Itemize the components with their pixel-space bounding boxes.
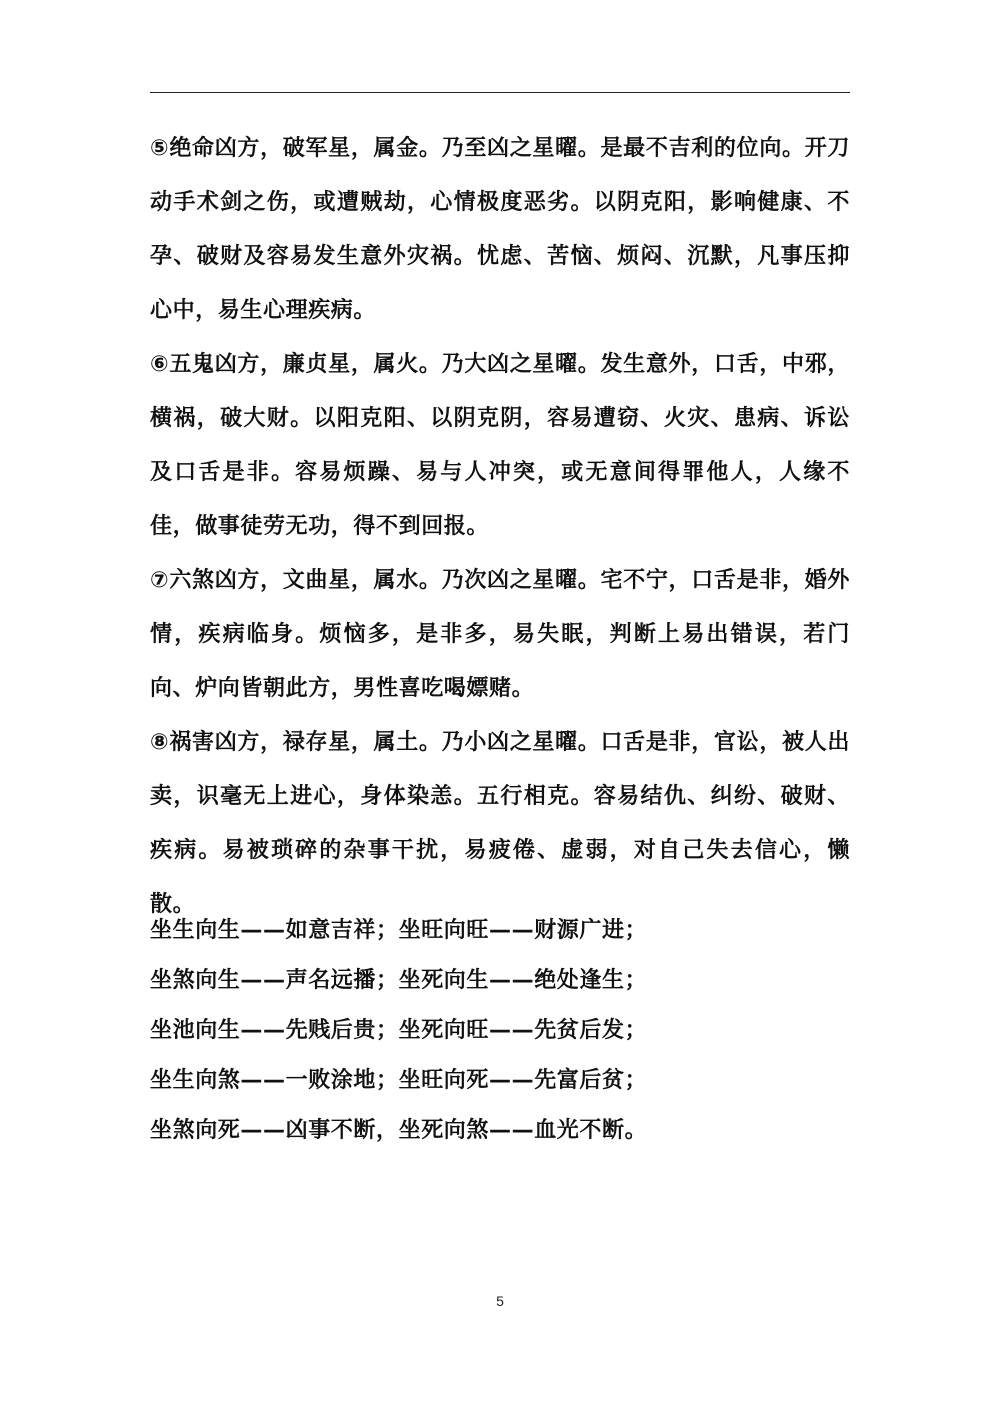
page-number: 5 (496, 1293, 504, 1309)
header-rule (150, 92, 850, 93)
maxim-line: 坐生向生——如意吉祥；坐旺向旺——财源广进； (150, 918, 648, 943)
paragraph-wugui: ⑥五鬼凶方，廉贞星，属火。乃大凶之星曜。发生意外，口舌，中邪，横祸，破大财。以阳克阳、以阴克阴，容易遭窃、火灾、患病、诉讼及口舌是非。容易烦躁、易与人冲突，或无意间得罪他人，人缘不佳，做事徒劳无功，得不到回报。 (150, 352, 850, 539)
maxim-line: 坐煞向死——凶事不断，坐死向煞——血光不断。 (150, 1118, 648, 1143)
main-text (150, 122, 850, 932)
paragraph-huohai: ⑧祸害凶方，禄存星，属土。乃小凶之星曜。口舌是非，官讼，被人出卖，识毫无上进心，身体染恙。五行相克。容易结仇、纠纷、破财、疾病。易被琐碎的杂事干扰，易疲倦、虚弱，对自己失去信心，懒散。 (150, 730, 850, 917)
paragraph-jueming: ⑤绝命凶方，破军星，属金。乃至凶之星曜。是最不吉利的位向。开刀动手术剑之伤，或遭贼劫，心情极度恶劣。以阴克阳，影响健康、不孕、破财及容易发生意外灾祸。忧虑、苦恼、烦闷、沉默，凡事压抑心中，易生心理疾病。 (150, 136, 850, 323)
maxims-list (150, 906, 850, 1156)
maxim-line: 坐池向生——先贱后贵；坐死向旺——先贫后发； (150, 1018, 648, 1043)
paragraph-liusha: ⑦六煞凶方，文曲星，属水。乃次凶之星曜。宅不宁，口舌是非，婚外情，疾病临身。烦恼多，是非多，易失眠，判断上易出错误，若门向、炉向皆朝此方，男性喜吃喝嫖赌。 (150, 568, 850, 701)
maxim-line: 坐生向煞——一败涂地；坐旺向死——先富后贫； (150, 1068, 648, 1093)
maxim-line: 坐煞向生——声名远播；坐死向生——绝处逢生； (150, 968, 648, 993)
